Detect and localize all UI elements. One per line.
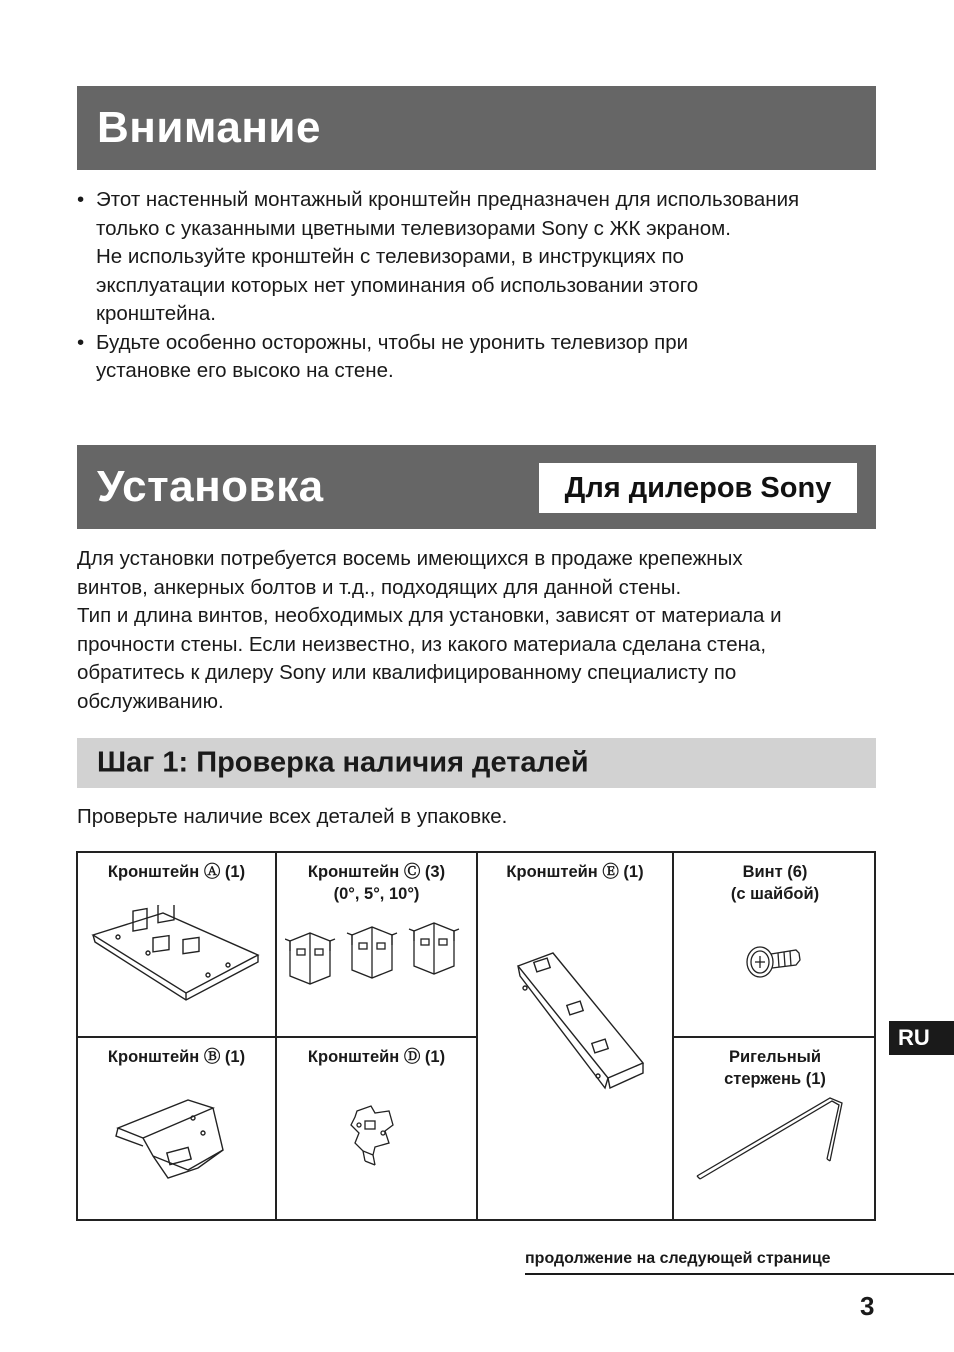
page-number: 3: [860, 1291, 875, 1321]
bullet-line: установке его высоко на стене.: [96, 359, 394, 382]
install-title: Установка: [97, 462, 324, 511]
install-intro: [77, 545, 877, 716]
bullet-line: эксплуатации которых нет упоминания об использовании этого: [96, 273, 699, 297]
step1-instruction: Проверьте наличие всех деталей в упаковке.: [77, 805, 508, 828]
intro-line: обратитесь к дилеру Sony или квалифицированному специалисту по: [77, 661, 737, 684]
locking-rod-illustration: [692, 1093, 862, 1183]
part-label: Кронштейн Ⓑ (1): [107, 1048, 246, 1066]
part-label-group: [277, 861, 476, 905]
part-cell-bracket-b: [78, 1038, 275, 1219]
bullet-line: Этот настенный монтажный кронштейн предназначен для использования: [96, 188, 800, 211]
intro-line: прочности стены. Если неизвестно, из какого материала сделана стена,: [77, 632, 767, 656]
part-cell-bracket-c: [277, 853, 476, 1036]
part-label-washer: (с шайбой): [730, 885, 820, 903]
part-label-group: [674, 1046, 876, 1090]
intro-line: обслуживанию.: [77, 689, 224, 713]
continue-rule: [525, 1273, 954, 1275]
screw-illustration: [744, 938, 804, 983]
part-label: Кронштейн Ⓓ (1): [307, 1048, 446, 1066]
part-label: Кронштейн Ⓐ (1): [107, 863, 246, 881]
bracket-a-illustration: [88, 905, 268, 1005]
continue-note: продолжение на следующей странице: [525, 1250, 831, 1267]
bullet-line: только с указанными цветными телевизорами Sony с ЖК экраном.: [96, 216, 731, 240]
bracket-e-illustration: [513, 948, 653, 1098]
part-cell-locking-rod: [674, 1038, 876, 1219]
attention-banner: [77, 86, 876, 170]
part-cell-screw: [674, 853, 876, 1036]
attention-bullet: [77, 329, 877, 386]
install-banner: [77, 445, 876, 529]
intro-line: Для установки потребуется восемь имеющихся в продаже крепежных: [77, 547, 743, 570]
attention-bullets: [77, 186, 877, 386]
bullet-marker: •: [77, 330, 85, 354]
intro-line: Тип и длина винтов, необходимых для установки, зависят от материала и: [77, 604, 782, 627]
bullet-marker: •: [77, 188, 85, 211]
bracket-c-illustration: [285, 921, 470, 991]
part-label-rod: стержень (1): [724, 1070, 826, 1088]
dealer-label: Для дилеров Sony: [539, 463, 857, 513]
part-cell-bracket-d: [277, 1038, 476, 1219]
part-label: Кронштейн Ⓒ (3): [307, 863, 446, 881]
part-label: Кронштейн Ⓔ (1): [506, 863, 644, 881]
part-cell-bracket-e: [478, 853, 672, 1219]
bullet-line: Не используйте кронштейн с телевизорами, в инструкциях по: [96, 245, 684, 268]
part-label-angles: (0°, 5°, 10°): [333, 885, 420, 903]
part-label: Ригельный: [728, 1048, 822, 1066]
language-tab: RU: [889, 1021, 954, 1055]
bullet-line: Будьте особенно осторожны, чтобы не уронить телевизор при: [96, 330, 689, 354]
step1-title: Шаг 1: Проверка наличия деталей: [97, 746, 589, 779]
attention-bullet: [77, 186, 877, 329]
bullet-line: кронштейна.: [96, 302, 216, 325]
intro-line: винтов, анкерных болтов и т.д., подходящих для данной стены.: [77, 575, 682, 599]
attention-title: Внимание: [97, 103, 321, 152]
part-cell-bracket-a: [78, 853, 275, 1036]
part-label: Винт (6): [742, 863, 808, 881]
parts-table: [76, 851, 876, 1221]
step1-bar: [77, 738, 876, 788]
bracket-b-illustration: [108, 1088, 248, 1183]
bracket-d-illustration: [345, 1103, 405, 1168]
part-label-group: [674, 861, 876, 905]
